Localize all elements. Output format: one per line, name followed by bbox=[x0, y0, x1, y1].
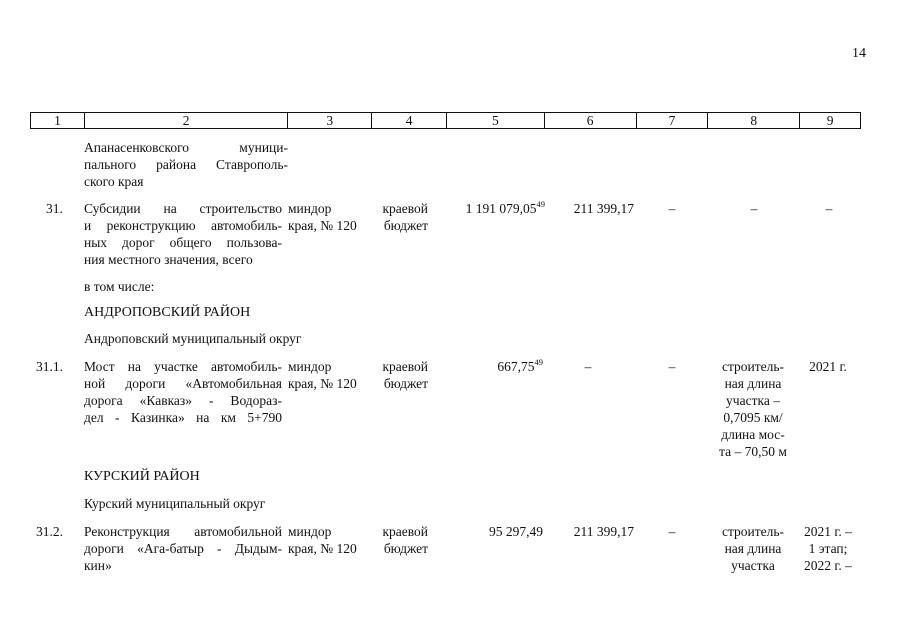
row-31-2-customer: миндор края, № 120 bbox=[288, 524, 357, 556]
column-header-1: 1 bbox=[31, 113, 85, 128]
row-31-2-source: краевой бюджет bbox=[382, 524, 428, 556]
column-header-8: 8 bbox=[708, 113, 800, 128]
row-31-1-col9: 2021 г. bbox=[809, 359, 847, 374]
district-subtitle-andropovsky: Андроповский муниципальный округ bbox=[84, 331, 302, 346]
district-title-kursky: КУРСКИЙ РАЙОН bbox=[84, 469, 200, 484]
column-header-5: 5 bbox=[447, 113, 545, 128]
district-subtitle-kursky: Курский муниципальный округ bbox=[84, 496, 266, 511]
column-header-7: 7 bbox=[637, 113, 709, 128]
row-31-1-number: 31.1. bbox=[36, 359, 63, 374]
column-header-6: 6 bbox=[545, 113, 637, 128]
row-31-1-col6: – bbox=[584, 359, 592, 374]
column-header-2: 2 bbox=[85, 113, 289, 128]
row-31-col9: – bbox=[825, 201, 833, 216]
row-31-sum: 1 191 079,05$^{49}$ bbox=[465, 199, 545, 216]
row-31-2-col9: 2021 г. – 1 этап; 2022 г. – bbox=[804, 524, 852, 573]
row-31-customer: миндор края, № 120 bbox=[288, 201, 357, 233]
including-label: в том числе: bbox=[84, 279, 155, 294]
row-31-1-sum: 667,75$^{49}$ bbox=[497, 357, 543, 374]
table-header-row bbox=[30, 112, 861, 129]
column-header-9: 9 bbox=[826, 113, 834, 128]
row-31-2-col7: – bbox=[668, 524, 676, 539]
row-31-col7: – bbox=[668, 201, 676, 216]
row-31-1-customer: миндор края, № 120 bbox=[288, 359, 357, 391]
page-number: 14 bbox=[852, 46, 866, 61]
row-31-1-description: Мост на участке автомобиль- ной дороги «Автомобильная дорога «Кавказ» - Водораз- дел - Казинка» на км 5+790 bbox=[84, 359, 282, 425]
row-31-2-col8: строитель- ная длина участка bbox=[721, 524, 785, 573]
row-31-col8: – bbox=[750, 201, 758, 216]
row-31-2-sum: 95 297,49 bbox=[489, 524, 543, 539]
row-31-1-source: краевой бюджет bbox=[382, 359, 428, 391]
district-title-andropovsky: АНДРОПОВСКИЙ РАЙОН bbox=[84, 305, 251, 320]
row-31-2-col6: 211 399,17 bbox=[573, 524, 634, 539]
column-header-3: 3 bbox=[288, 113, 372, 128]
row-31-col6: 211 399,17 bbox=[573, 201, 634, 216]
row-31-1-col7: – bbox=[668, 359, 676, 374]
row-31-description: Субсидии на строительство и реконструкцию автомобиль- ных дорог общего пользова- ния местного значения, всего bbox=[84, 201, 282, 267]
row-31-source: краевой бюджет bbox=[382, 201, 428, 233]
row-31-number: 31. bbox=[46, 201, 63, 216]
row-31-1-col8: строитель- ная длина участка – 0,7095 км/ длина мос- та – 70,50 м bbox=[719, 359, 787, 459]
intro-text: Апанасенковского муници- пального района Ставрополь- ского края bbox=[84, 140, 288, 189]
row-31-2-description: Реконструкция автомобильной дороги «Ага-батыр - Дыдым- кин» bbox=[84, 524, 282, 573]
column-header-4: 4 bbox=[372, 113, 447, 128]
row-31-2-number: 31.2. bbox=[36, 524, 63, 539]
